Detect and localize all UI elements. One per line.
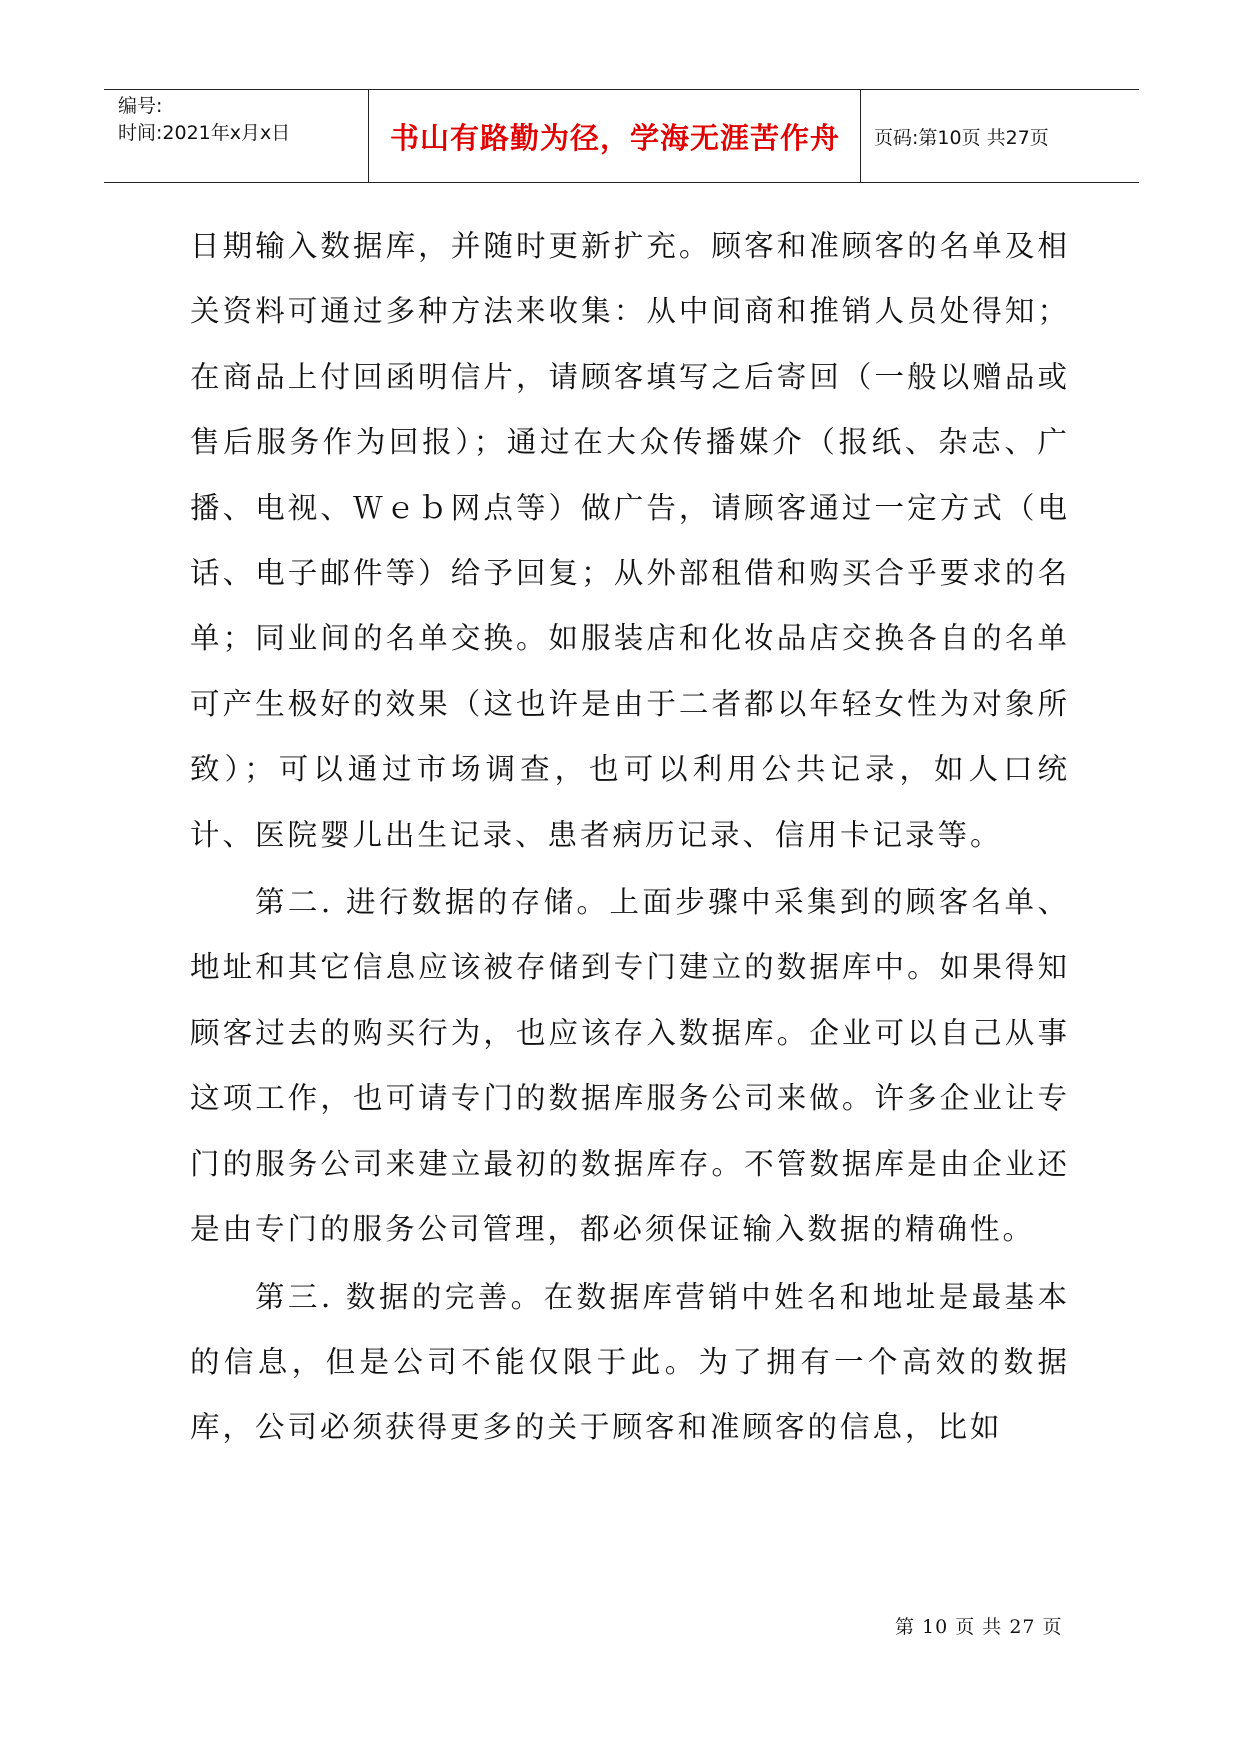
document-body xyxy=(190,214,1070,1461)
body-paragraph-continued: 日期输入数据库，并随时更新扩充。顾客和准顾客的名单及相关资料可通过多种方法来收集：从中间商和推销人员处得知；在商品上付回函明信片，请顾客填写之后寄回（一般以赠品或售后服务作为回报）；通过在大众传播媒介（报纸、杂志、广播、电视、Ｗｅｂ网点等）做广告，请顾客通过一定方式（电话、电子邮件等）给予回复；从外部租借和购买合乎要求的名单；同业间的名单交换。如服装店和化妆品店交换各自的名单可产生极好的效果（这也许是由于二者都以年轻女性为对象所致）；可以通过市场调查，也可以利用公共记录，如人口统计、医院婴儿出生记录、患者病历记录、信用卡记录等。 xyxy=(190,229,1070,852)
body-paragraph-step-three: 第三. 数据的完善。在数据库营销中姓名和地址是最基本的信息，但是公司不能仅限于此。为了拥有一个高效的数据库，公司必须获得更多的关于顾客和准顾客的信息，比如 xyxy=(190,1279,1070,1445)
document-time-label: 时间:2021年x月x日 xyxy=(118,122,291,144)
body-paragraph-step-two: 第二. 进行数据的存储。上面步骤中采集到的顾客名单、地址和其它信息应该被存储到专门建立的数据库中。如果得知顾客过去的购买行为，也应该存入数据库。企业可以自己从事这项工作，也可请专门的数据库服务公司来做。许多企业让专门的服务公司来建立最初的数据库存。不管数据库是由企业还是由专门的服务公司管理，都必须保证输入数据的精确性。 xyxy=(190,885,1070,1247)
document-header xyxy=(104,89,1139,183)
page-footer: 第 10 页 共 27 页 xyxy=(895,1616,1063,1638)
header-meta xyxy=(118,90,368,182)
header-page-info: 页码:第10页 共27页 xyxy=(874,126,1049,149)
header-divider-left xyxy=(368,90,369,182)
header-divider-right xyxy=(860,90,861,182)
document-number-label: 编号: xyxy=(118,95,163,117)
header-motto: 书山有路勤为径，学海无涯苦作舟 xyxy=(389,120,840,155)
